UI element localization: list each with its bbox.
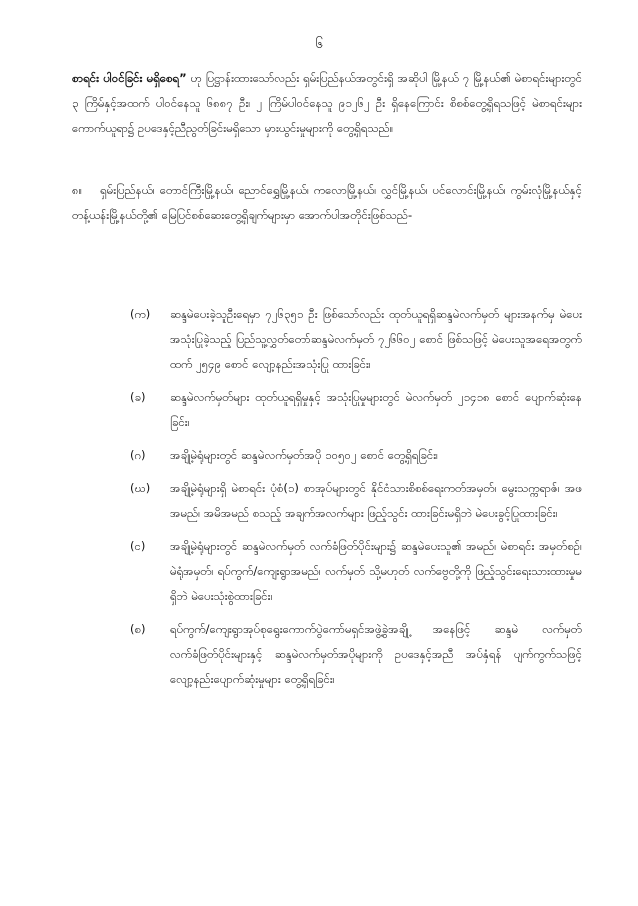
list-item-text: အချို့မဲရုံများတွင် ဆန္ဒမဲလက်မှတ်အပို ၁၀၅၀၂ စောင် တွေ့ရှိရခြင်း၊ [170, 448, 438, 462]
intro-bold-lead: စာရင်း ပါဝင်ခြင်း မရှိစေရ” [72, 71, 187, 85]
page-number: ၆ [315, 37, 323, 52]
list-item-marker: (ဃ) [130, 481, 151, 495]
section-8-text: ရှမ်းပြည်နယ်၊ တောင်ကြီးမြို့နယ်၊ ညောင်ရွှေမြို့နယ်၊ ကလောမြို့နယ်၊ လွှင်မြို့နယ်၊ ပင်လောင်းမြို့နယ်၊ ကွမ်းလုံမြို့နယ်နှင့် တန့်ယန်းမြို့နယ်တို့၏ မြေပြင်စစ်ဆေးတွေ့ရှိချက်များမှာ အောက်ပါအတိုင်းဖြစ်သည်- [72, 183, 582, 222]
intro-paragraph [72, 66, 582, 141]
list-item [130, 534, 582, 609]
list-item [130, 443, 582, 468]
list-item-text: ဆန္ဒမဲလက်မှတ်များ ထုတ်ယူရရှိမှုနှင့် အသုံးပြုမှုများတွင် မဲလက်မှတ် ၂၁၄၁၈ စောင် ပျောက်ဆုံးနေခြင်း၊ [170, 390, 582, 429]
intro-text: ဟု ပြဋ္ဌာန်းထားသော်လည်း ရှမ်းပြည်နယ်အတွင်းရှိ အဆိုပါ မြို့နယ် ၇ မြို့နယ်၏ မဲစာရင်းများတွင် ၃ ကြိမ်နှင့်အထက် ပါဝင်နေသူ ၆၈၈၇ ဦး၊ ၂ ကြိမ်ပါဝင်နေသူ ၉၁၂၆၂ ဦး ရှိနေကြောင်း စိစစ်တွေ့ရှိရသဖြင့် မဲစာရင်းများကောက်ယူရာ၌ ဥပဒေနှင့်ညီညွတ်ခြင်းမရှိသော မှားယွင်းမှုများကို တွေ့ရှိရသည်။ [72, 71, 582, 135]
list-item-marker: (စ) [130, 622, 146, 636]
list-item [130, 476, 582, 526]
list-item-marker: (ခ) [130, 390, 146, 404]
list-item-text: ရပ်ကွက်/ကျေးရွာအုပ်စုရွေးကောက်ပွဲကော်မရှင်အဖွဲ့ခွဲအချို့ အနေဖြင့် ဆန္ဒမဲ လက်မှတ်လက်ခံဖြတ်ပိုင်းများနှင့် ဆန္ဒမဲလက်မှတ်အပိုများကို ဥပဒေနှင့်အညီ အပ်နှံရန် ပျက်ကွက်သဖြင့် လျော့နည်းပျောက်ဆုံးမှုများ တွေ့ရှိရခြင်း၊ [170, 622, 582, 686]
list-item-marker: (င) [130, 539, 146, 553]
list-item [130, 302, 582, 377]
section-8-number: ၈။ [72, 183, 83, 197]
list-item [130, 617, 582, 692]
section-8-paragraph [72, 178, 582, 228]
list-item [130, 385, 582, 435]
list-item-text: အချို့မဲရုံများရှိ မဲစာရင်း ပုံစံ(၁) စာအုပ်များတွင် နိုင်ငံသားစိစစ်ရေးကတ်အမှတ်၊ မွေးသက္ကရာဇ်၊ အဖအမည်၊ အမိအမည် စသည့် အချက်အလက်များ ဖြည့်သွင်း ထားခြင်းမရှိဘဲ မဲပေးခွင့်ပြုထားခြင်း၊ [170, 481, 582, 520]
list-item-text: အချို့မဲရုံများတွင် ဆန္ဒမဲလက်မှတ် လက်ခံဖြတ်ပိုင်းများ၌ ဆန္ဒမဲပေးသူ၏ အမည်၊ မဲစာရင်း အမှတ်စဉ်၊ မဲရုံအမှတ်၊ ရပ်ကွက်/ကျေးရွာအမည်၊ လက်မှတ် သို့မဟုတ် လက်ဗွေတို့ကို ဖြည့်သွင်းရေးသားထားမှုမရှိဘဲ မဲပေးသုံးစွဲထားခြင်း၊ [170, 539, 582, 603]
list-item-marker: (ဂ) [130, 448, 146, 462]
list-item-marker: (က) [130, 307, 151, 321]
list-item-text: ဆန္ဒမဲပေးခဲ့သူဦးရေမှာ ၇၂၆၃၅၁ ဦး ဖြစ်သော်လည်း ထုတ်ယူရရှိဆန္ဒမဲလက်မှတ် များအနက်မှ မဲပေးအသုံးပြုခဲ့သည့် ပြည်သူ့လွှတ်တော်ဆန္ဒမဲလက်မှတ် ၇၂၆၆၀၂ စောင် ဖြစ်သဖြင့် မဲပေးသူအရေအတွက်ထက် ၂၅၄၉ စောင် လျော့နည်းအသုံးပြု ထားခြင်း၊ [170, 307, 582, 371]
findings-list [130, 302, 582, 700]
